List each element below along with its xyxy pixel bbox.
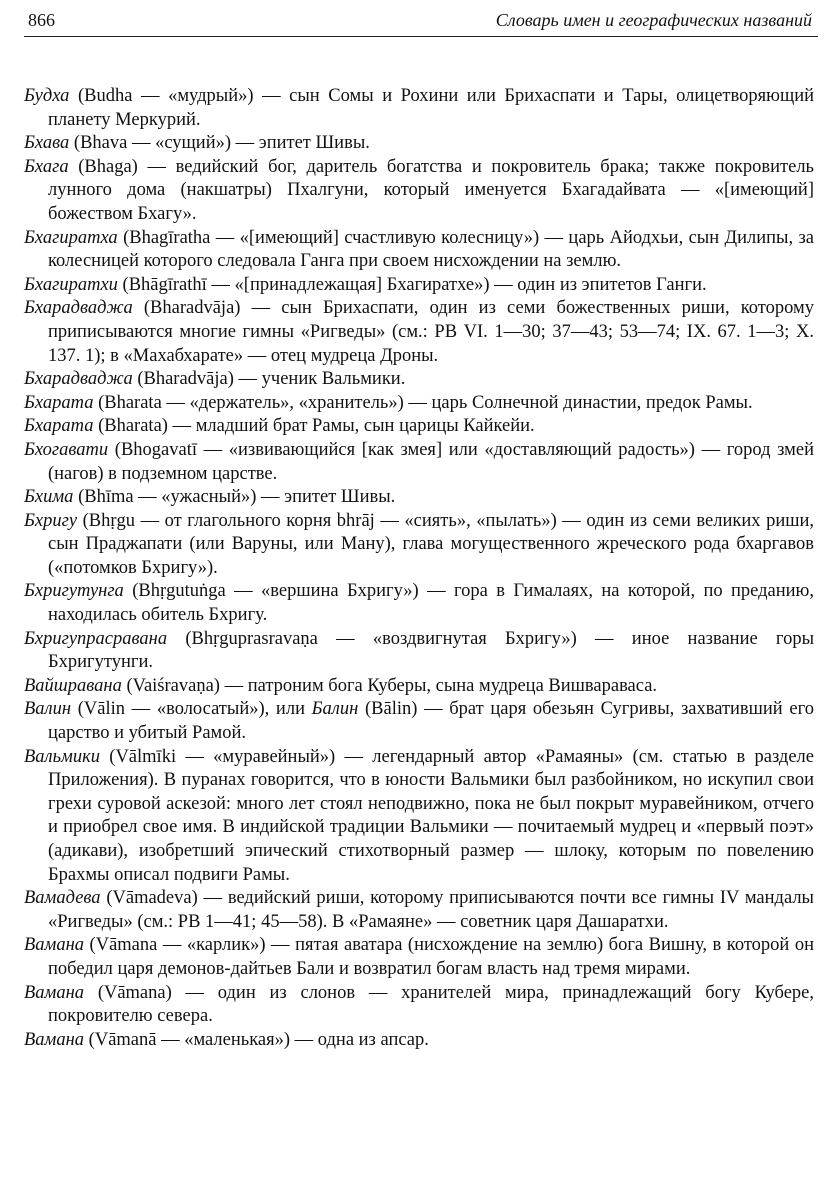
entry-term: Вайшравана: [24, 675, 122, 696]
entry-term-alt: Балин: [311, 699, 359, 720]
entry-text: (Bhogavatī — «извивающийся [как змея] или «доставляющий радость») — город змей (нагов) в подземном царстве.: [48, 439, 814, 484]
entry-text: (Vāmanā — «маленькая») — одна из апсар.: [84, 1029, 429, 1050]
glossary-entry: [24, 132, 814, 156]
entry-text: (Vālin — «волосатый»), или: [71, 699, 312, 720]
entry-text: (Bhaga) — ведийский бог, даритель богатства и покровитель брака; также покровитель лунного дома (накшатры) Пхалгуни, который именуется Бхагадайвата — «[имеющий] божеством Бхагу».: [48, 156, 814, 224]
glossary-entry: [24, 486, 814, 510]
glossary-entry: [24, 887, 814, 934]
entry-term: Вамана: [24, 935, 85, 956]
glossary-entries: [24, 85, 814, 1052]
entry-term: Бхима: [24, 487, 74, 508]
glossary-entry: [24, 156, 814, 227]
glossary-entry: [24, 392, 814, 416]
entry-term: Вамана: [24, 982, 85, 1003]
entry-text: (Bhṛguprasravaṇa — «воздвигнутая Бхригу») — иное название горы Бхригутунги.: [48, 628, 814, 673]
entry-text: (Bharadvāja) — сын Брихаспати, один из семи божественных риши, которому приписываются многие гимны «Ригведы» (см.: РВ VI. 1—30; 37—43; 53—74; IX. 67. 1—3; X. 137. 1); в «Махабхарате» — отец мудреца Дроны.: [48, 298, 814, 366]
glossary-entry: [24, 439, 814, 486]
entry-term: Будха: [24, 86, 70, 106]
entry-term: Валин: [24, 699, 72, 720]
page-number: 866: [28, 10, 55, 30]
entry-text: (Bharata — «держатель», «хранитель») — царь Солнечной династии, предок Рамы.: [93, 392, 753, 413]
glossary-entry: [24, 628, 814, 675]
entry-term: Бхригупрасравана: [24, 628, 168, 649]
entry-text: (Bhāgīrathī — «[принадлежащая] Бхагиратхе») — один из эпитетов Ганги.: [117, 274, 707, 295]
glossary-entry: [24, 415, 814, 439]
entry-text: (Bhṛgutuṅga — «вершина Бхригу») — гора в Гималаях, на которой, по преданию, находилась обитель Бхригу.: [48, 581, 814, 626]
entry-term: Бхарата: [24, 392, 94, 413]
entry-text: (Bhagīratha — «[имеющий] счастливую колесницу») — царь Айодхьи, сын Дилипы, за колесницей которого следовала Ганга при своем нисхождении на землю.: [48, 227, 814, 272]
glossary-entry: [24, 227, 814, 274]
entry-text: (Vāmana — «карлик») — пятая аватара (нисхождение на землю) бога Вишну, в которой он победил царя демонов-дайтьев Бали и возвратил богам власть над тремя мирами.: [48, 935, 814, 979]
entry-text-alt: (Bālin) — брат царя обезьян Сугривы, захвативший его царство и убитый Рамой.: [48, 699, 814, 744]
glossary-entry: [24, 982, 814, 1029]
entry-text: (Bhīma — «ужасный») — эпитет Шивы.: [73, 487, 396, 508]
entry-text: (Vāmadeva) — ведийский риши, которому приписываются почти все гимны IV мандалы «Ригведы» (см.: РВ 1—41; 45—58). В «Рамаяне» — советник царя Дашаратхи.: [48, 888, 814, 932]
glossary-entry: [24, 934, 814, 981]
entry-term: Вамана: [24, 1029, 85, 1050]
glossary-entry: [24, 698, 814, 745]
entry-text: (Bhṛgu — от глагольного корня bhrāj — «сиять», «пылать») — один из семи великих риши, сын Праджапати (или Варуны, или Ману), глава могущественного жреческого рода бхаргавов («потомков Бхригу»).: [48, 510, 814, 578]
glossary-entry: [24, 85, 814, 132]
entry-term: Вальмики: [24, 746, 100, 767]
entry-text: (Vāmana) — один из слонов — хранителей мира, принадлежащий богу Кубере, покровителю севера.: [48, 982, 814, 1027]
entry-text: (Bhava — «сущий») — эпитет Шивы.: [69, 133, 370, 154]
entry-term: Бхригутунга: [24, 581, 124, 602]
glossary-entry: [24, 274, 814, 298]
entry-term: Бхогавати: [24, 439, 109, 460]
entry-term: Бхага: [24, 156, 69, 177]
entry-term: Бхарата: [24, 416, 94, 437]
entry-term: Бхава: [24, 133, 70, 154]
glossary-entry: [24, 580, 814, 627]
glossary-entry: [24, 1029, 814, 1053]
entry-text: (Bharadvāja) — ученик Вальмики.: [132, 369, 406, 390]
entry-term: Вамадева: [24, 888, 101, 909]
glossary-entry: [24, 297, 814, 368]
glossary-entry: [24, 675, 814, 699]
entry-text: (Vaiśravaṇa) — патроним бога Куберы, сына мудреца Вишвараваса.: [121, 675, 658, 696]
page-header: [24, 8, 818, 37]
entry-text: (Vālmīki — «муравейный») — легендарный автор «Рамаяны» (см. статью в разделе Приложения). В пуранах говорится, что в юности Вальмики был разбойником, но искупил свои грехи суровой аскезой: много лет стоял неподвижно, пока не был покрыт муравейником, отчего и приобрел свое имя. В индийской традиции Вальмики — почитаемый мудрец и «первый поэт» (адикави), изобретший эпический стихотворный размер — шлоку, которым по повелению Брахмы описал подвиги Рамы.: [48, 746, 814, 885]
running-title: Словарь имен и географических названий: [495, 10, 812, 30]
entry-text: (Budha — «мудрый») — сын Сомы и Рохини или Брихаспати и Тары, олицетворяющий планету Меркурий.: [48, 86, 814, 130]
entry-text: (Bharata) — младший брат Рамы, сын царицы Кайкейи.: [93, 416, 535, 437]
entry-term: Бхагиратха: [24, 227, 118, 248]
entry-term: Бхарадваджа: [24, 298, 133, 319]
entry-term: Бхарадваджа: [24, 369, 133, 390]
glossary-entry: [24, 510, 814, 581]
entry-term: Бхригу: [24, 510, 78, 531]
glossary-entry: [24, 368, 814, 392]
entry-term: Бхагиратхи: [24, 274, 118, 295]
glossary-entry: [24, 746, 814, 888]
